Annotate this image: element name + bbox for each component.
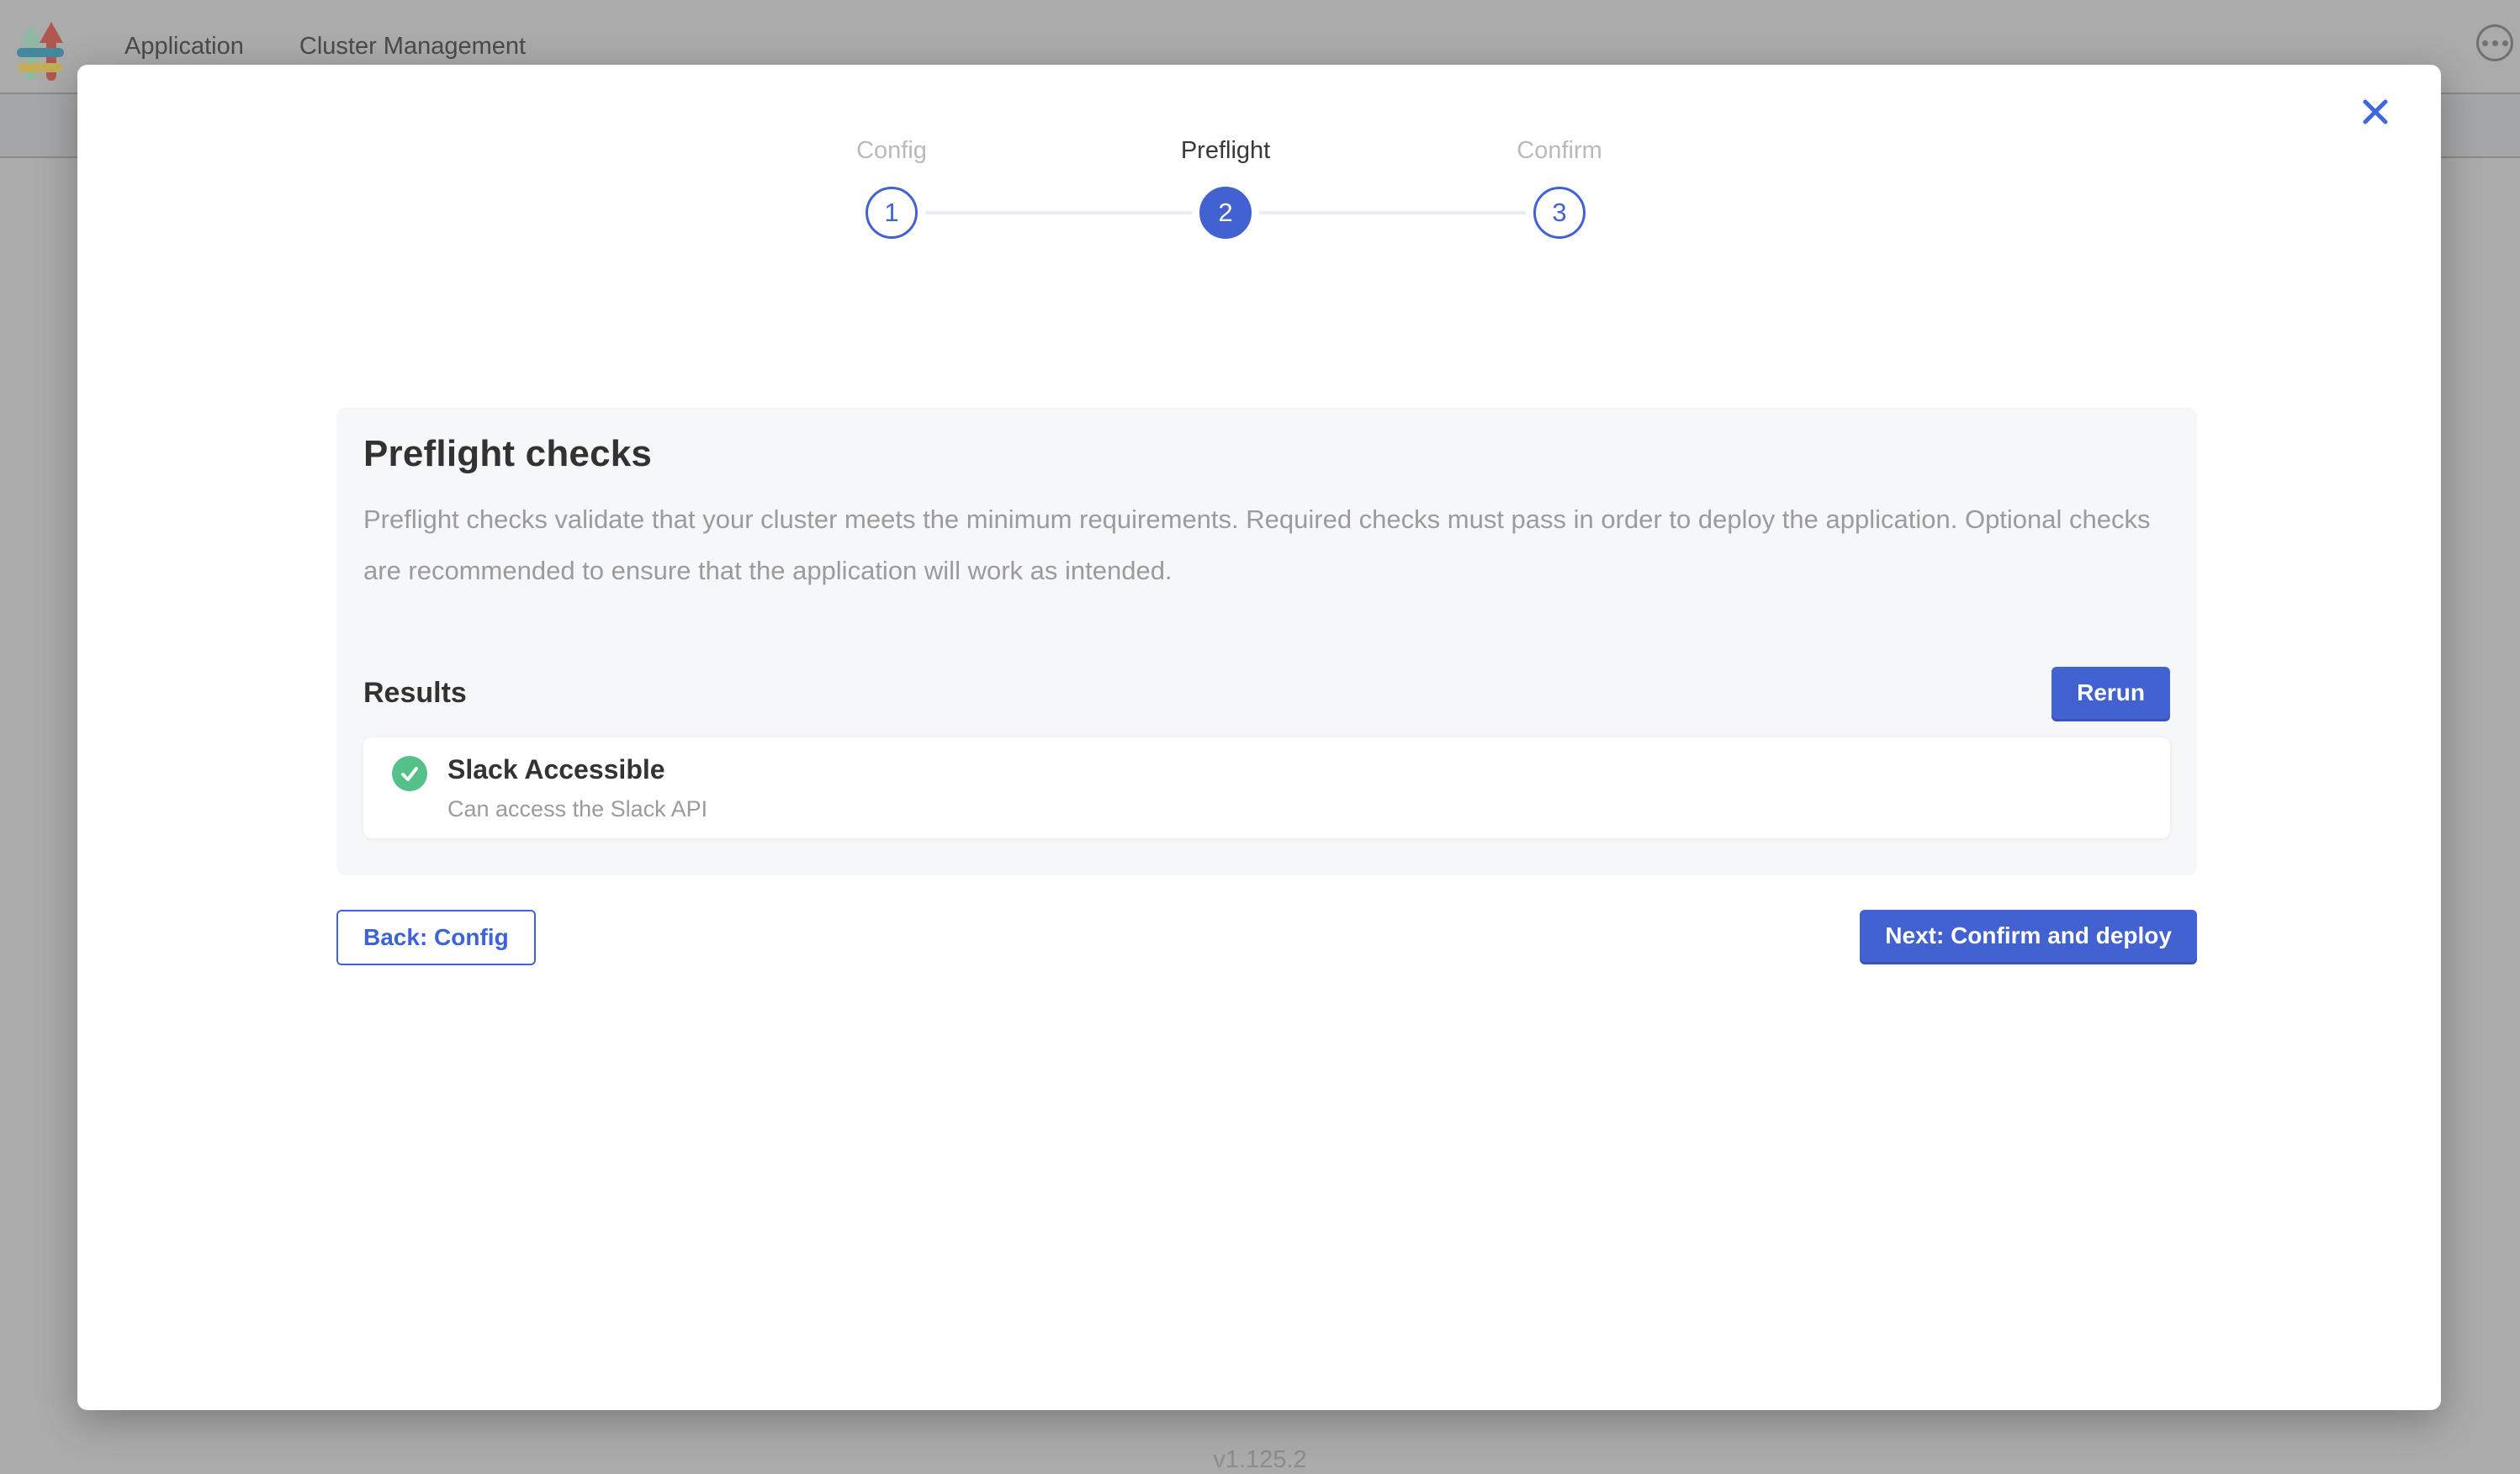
ellipsis-icon [2482, 40, 2488, 46]
step-confirm [1517, 137, 1602, 239]
step-preflight-circle[interactable]: 2 [1199, 187, 1252, 239]
next-confirm-deploy-button[interactable]: Next: Confirm and deploy [1860, 910, 2197, 962]
nav-item-application[interactable]: Application [124, 32, 244, 60]
panel-description: Preflight checks validate that your cluster meets the minimum requirements. Required checks must pass in order to deploy the application. Optional checks are recommended to ensure that the application will work as intended. [363, 505, 2151, 585]
check-status-badge [392, 756, 427, 791]
step-config-label: Config [856, 137, 927, 164]
check-result-item [363, 737, 2170, 838]
check-title: Slack Accessible [447, 754, 665, 785]
nav-item-cluster-management[interactable]: Cluster Management [299, 32, 527, 60]
step-config [858, 137, 925, 239]
close-icon [2362, 98, 2389, 125]
stepper-connector [1259, 211, 1526, 214]
check-text [447, 754, 707, 822]
results-header-row [363, 667, 2170, 719]
app-logo-icon [17, 22, 64, 82]
close-modal-button[interactable] [2359, 95, 2392, 129]
check-detail: Can access the Slack API [447, 796, 708, 822]
step-preflight [1180, 137, 1271, 239]
panel-title: Preflight checks [363, 433, 653, 474]
step-confirm-circle[interactable]: 3 [1533, 187, 1586, 239]
rerun-button[interactable]: Rerun [2051, 667, 2170, 719]
version-label: v1.125.2 [1213, 1446, 1307, 1473]
results-title: Results [363, 676, 467, 709]
step-preflight-label: Preflight [1180, 137, 1271, 164]
overflow-menu-button[interactable] [2476, 24, 2513, 61]
step-config-circle[interactable]: 1 [866, 187, 918, 239]
wizard-stepper [77, 137, 2441, 239]
preflight-panel [336, 408, 2197, 875]
check-pass-icon [399, 763, 421, 785]
step-confirm-label: Confirm [1517, 137, 1602, 164]
preflight-modal [77, 65, 2441, 1410]
stepper-connector [925, 211, 1192, 214]
back-config-button[interactable]: Back: Config [336, 910, 536, 965]
